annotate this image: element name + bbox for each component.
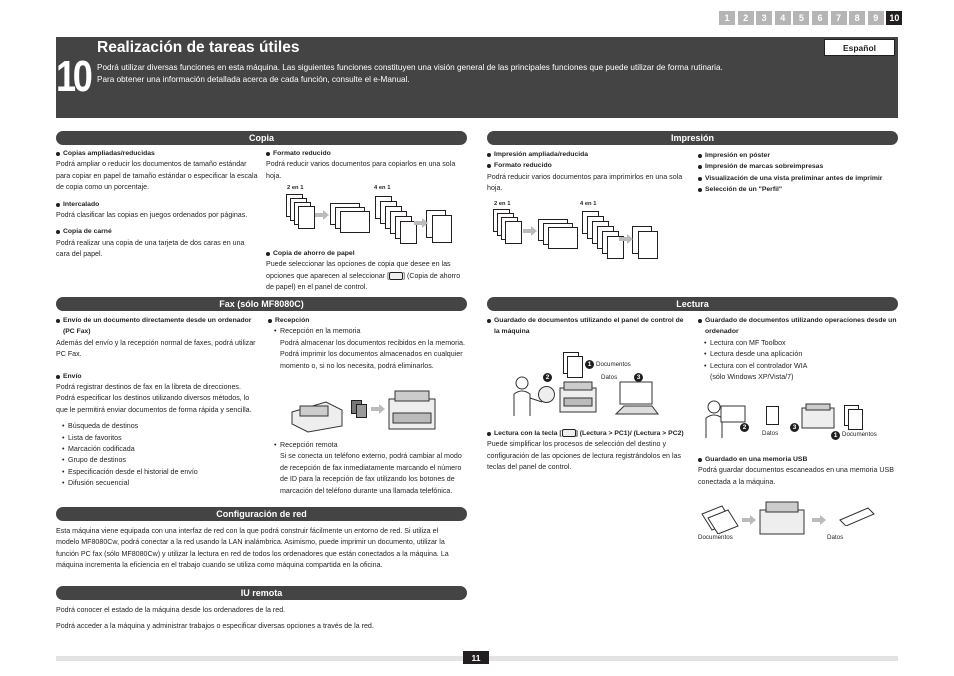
copia-right-col <box>266 148 466 182</box>
lectura-b2-desc: Puede simplificar los procesos de selección del destino y configuración de las opciones de lectura registrándolos en las teclas del panel de control. <box>487 440 682 472</box>
fax-r1-desc2: Podrá imprimir los documentos almacenados en cualquier momento o, si no los necesita, podrá eliminarlos. <box>280 350 463 370</box>
fax-b1-desc: Además del envío y la recepción normal de faxes, podrá utilizar PC Fax. <box>56 338 256 359</box>
copia-b3-desc: Podrá realizar una copia de una tarjeta de dos caras en una cara del papel. <box>56 238 245 259</box>
copia-b5-title: Copia de ahorro de papel <box>266 248 466 259</box>
scan-key-icon <box>562 429 576 437</box>
section-header-red: Configuración de red <box>56 507 467 521</box>
copia-caption-2in1: 2 en 1 <box>287 185 304 191</box>
chapter-tab-6[interactable]: 6 <box>812 11 828 25</box>
step-2-badge: 2 <box>740 423 749 432</box>
lectura-list-item: • Lectura desde una aplicación <box>698 349 898 360</box>
step-1-badge: 1 <box>585 360 594 369</box>
impresion-left-col <box>487 149 692 195</box>
copia-b4-desc: Podrá reducir varios documentos para copiarlos en una sola hoja. <box>266 160 456 180</box>
arrow-right-icon <box>742 515 756 525</box>
chapter-desc-2: Para obtener una información detallada acerca de cada función, consulte el e-Manual. <box>97 75 410 84</box>
copia-left-col <box>56 148 260 261</box>
chapter-tab-4[interactable]: 4 <box>775 11 791 25</box>
lectura-caption-docs3: Documentos <box>842 431 877 438</box>
fax-right-col <box>268 315 468 372</box>
remota-desc <box>56 605 458 633</box>
lectura-b4-title: Guardado en una memoria USB <box>698 454 898 465</box>
chapter-number: 10 <box>56 52 90 101</box>
remota-desc-2: Podrá acceder a la máquina y administrar trabajos o especificar diversas opciones a través de la red. <box>56 622 374 631</box>
lectura-wia-note: (sólo Windows XP/Vista/7) <box>710 373 794 382</box>
copia-b5-block <box>266 248 466 294</box>
chapter-tab-2[interactable]: 2 <box>738 11 754 25</box>
lectura-list-item: • Lectura con el controlador WIA <box>698 361 898 372</box>
chapter-tab-1[interactable]: 1 <box>719 11 735 25</box>
fax-r2-desc: Si se conecta un teléfono externo, podrá cambiar al modo de recepción de fax inmediatamente marcando el número de ID para la recepción de fax utilizando los botones de marcación del teléfono durante una llamada telefónica. <box>280 452 462 495</box>
section-header-fax: Fax (sólo MF8080C) <box>56 297 467 311</box>
copia-b3-title: Copia de carné <box>56 226 260 237</box>
fax-b2-title: Envío <box>56 371 256 382</box>
impresion-b2-desc: Podrá reducir varios documentos para imprimirlos en una sola hoja. <box>487 172 683 193</box>
impresion-b6-title: Selección de un "Perfil" <box>698 184 898 195</box>
impresion-b2-title: Formato reducido <box>487 160 692 171</box>
lectura-b3-title: Guardado de documentos utilizando operaciones desde un ordenador <box>698 315 898 338</box>
fax-b3-title: Recepción <box>268 315 468 326</box>
copia-b4-title: Formato reducido <box>266 148 466 159</box>
fax-r1-desc: Podrá almacenar los documentos recibidos en la memoria. <box>280 338 465 347</box>
lectura-caption-datos2: Datos <box>827 534 844 541</box>
lectura-list-item: • Lectura con MF Toolbox <box>698 338 898 349</box>
lectura-b2-block <box>487 428 692 474</box>
copia-b5-desc-2: ] (Copia de ahorro de papel) en el panel de control. <box>266 271 461 292</box>
lectura-right-col <box>698 315 898 383</box>
chapter-banner <box>56 37 898 118</box>
fax-list-item: • Lista de favoritos <box>56 433 256 444</box>
fax-left-col <box>56 315 256 490</box>
lectura-b1-title: Guardado de documentos utilizando el panel de control de la máquina <box>487 315 687 338</box>
lectura-b1-block <box>487 315 687 338</box>
lectura-b4-desc: Podrá guardar documentos escaneados en una memoria USB conectada a la máquina. <box>698 466 894 486</box>
section-header-remota: IU remota <box>56 586 467 600</box>
arrow-right-icon <box>414 218 428 228</box>
impresion-right-col <box>698 150 898 196</box>
fax-b2-desc: Podrá registrar destinos de fax en la libreta de direcciones. Podrá especificar los destinos utilizando diversos métodos, lo que le permitirá enviar documentos de forma rápida y sencilla. <box>56 383 252 414</box>
lectura-caption-datos: Datos <box>601 374 618 381</box>
impresion-caption-2in1: 2 en 1 <box>494 201 511 207</box>
lectura-b2-title-2: ] (Lectura > PC1)/ (Lectura > PC2) <box>575 430 684 437</box>
copia-b2-desc: Podrá clasificar las copias en juegos ordenados por páginas. <box>56 211 248 220</box>
lectura-b2-title <box>487 428 692 439</box>
usb-memory-icon <box>838 506 876 526</box>
impresion-b4-title: Impresión de marcas sobreimpresas <box>698 161 898 172</box>
printer-icon <box>558 380 598 416</box>
impresion-b3-title: Impresión en póster <box>698 150 898 161</box>
lectura-b4-block <box>698 454 898 488</box>
fax-list-item: • Búsqueda de destinos <box>56 421 256 432</box>
documents-icon <box>698 504 742 534</box>
chapter-tab-8[interactable]: 8 <box>849 11 865 25</box>
lectura-caption-docs2: Documentos <box>698 534 733 541</box>
fax-list-item: • Especificación desde el historial de envío <box>56 467 256 478</box>
fax-list-item: • Grupo de destinos <box>56 455 256 466</box>
impresion-b1-title: Impresión ampliada/reducida <box>487 149 692 160</box>
scan-key-icon <box>538 386 555 403</box>
chapter-desc-1: Podrá utilizar diversas funciones en esta máquina. Las siguientes funciones constituyen una visión general de las principales funciones que puede utilizar de forma rutinaria. <box>97 63 723 72</box>
red-desc: Esta máquina viene equipada con una interfaz de red con la que podrá construir fácilmente un entorno de red. Si utiliza el modelo MF8080Cw, podrá conectar a la red usando la LAN inalámbrica. Asimismo, puede imprimir un documento, utilizar la función PC fax (sólo MF8080Cw) y utilizar la lectura en red de todos los ordenadores que están conectados a la máquina. La máquina incrementa la eficiencia en el trabajo cuando se utiliza como máquina compartida en la oficina. <box>56 527 449 570</box>
fax-recepcion-remota: • Recepción remota <box>268 440 468 451</box>
page-number: 11 <box>463 651 489 664</box>
step-1-badge: 1 <box>831 431 840 440</box>
fax-phone-icon <box>286 392 346 434</box>
chapter-tab-10[interactable]: 10 <box>886 11 902 25</box>
section-header-lectura: Lectura <box>487 297 898 311</box>
fax-remote-block <box>268 440 468 497</box>
printer-icon <box>387 389 439 435</box>
chapter-tab-7[interactable]: 7 <box>831 11 847 25</box>
lectura-caption-docs: Documentos <box>596 361 631 368</box>
language-badge: Español <box>824 39 895 56</box>
arrow-right-icon <box>812 515 826 525</box>
printer-icon <box>800 402 836 432</box>
chapter-description <box>97 62 832 86</box>
step-3-badge: 3 <box>790 423 799 432</box>
remota-desc-1: Podrá conocer el estado de la máquina desde los ordenadores de la red. <box>56 606 286 614</box>
computer-icon <box>614 380 660 416</box>
lectura-caption-datos3: Datos <box>762 430 779 437</box>
arrow-right-icon <box>523 226 537 236</box>
step-3-badge: 3 <box>634 373 643 382</box>
copia-b5-desc-1: Puede seleccionar las opciones de copia que desee en las opciones que aparecen al seleccionar [ <box>266 260 451 280</box>
chapter-tab-3[interactable]: 3 <box>756 11 772 25</box>
fax-list-item: • Difusión secuencial <box>56 478 256 489</box>
copia-caption-4in1: 4 en 1 <box>374 185 391 191</box>
paper-saving-icon <box>389 272 403 280</box>
copia-b2-title: Intercalado <box>56 199 260 210</box>
chapter-tabs <box>719 11 902 25</box>
copia-b1-desc: Podrá ampliar o reducir los documentos de tamaño estándar para copiar en papel de tamaño estándar o especificar la escala de copia como un porcentaje. <box>56 160 258 192</box>
arrow-right-icon <box>619 234 633 244</box>
fax-b1-title: Envío de un documento directamente desde un ordenador (PC Fax) <box>56 315 256 338</box>
step-2-badge: 2 <box>543 373 552 382</box>
copia-b5-desc <box>266 259 466 293</box>
section-header-impresion: Impresión <box>487 131 898 145</box>
fax-list-item: • Marcación codificada <box>56 444 256 455</box>
arrow-right-icon <box>315 210 329 220</box>
chapter-tab-5[interactable]: 5 <box>793 11 809 25</box>
impresion-b5-title: Visualización de una vista preliminar antes de imprimir <box>698 173 898 184</box>
copia-b1-title: Copias ampliadas/reducidas <box>56 148 260 159</box>
chapter-title: Realización de tareas útiles <box>97 39 300 56</box>
impresion-caption-4in1: 4 en 1 <box>580 201 597 207</box>
chapter-tab-9[interactable]: 9 <box>868 11 884 25</box>
fax-recepcion-memoria: • Recepción en la memoria <box>268 326 468 337</box>
section-header-copia: Copia <box>56 131 467 145</box>
lectura-b2-title-1: Lectura con la tecla [ <box>494 430 562 437</box>
printer-icon <box>758 500 808 536</box>
arrow-right-icon <box>371 404 385 414</box>
